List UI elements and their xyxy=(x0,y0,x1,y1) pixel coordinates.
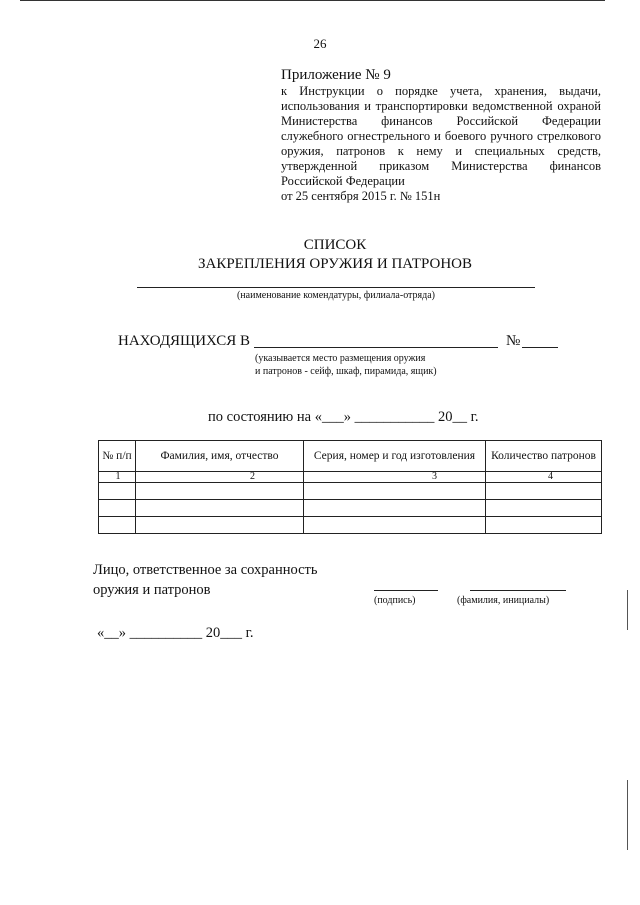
number-fill-line xyxy=(522,347,558,348)
scan-edge-mark xyxy=(627,590,628,630)
column-number-row xyxy=(99,472,602,483)
location-caption-line-1: (указывается место размещения оружия xyxy=(255,353,426,364)
number-sign: № xyxy=(506,333,521,349)
column-number: 1 xyxy=(99,472,136,483)
top-border-line xyxy=(20,0,605,1)
footer-date-line: «__» __________ 20___ г. xyxy=(97,625,254,641)
responsible-line-1: Лицо, ответственное за сохранность xyxy=(93,562,318,578)
title-line-2: ЗАКРЕПЛЕНИЯ ОРУЖИЯ И ПАТРОНОВ xyxy=(197,256,472,272)
weapons-table xyxy=(98,440,602,534)
name-fill-line xyxy=(470,590,566,591)
name-caption: (фамилия, инициалы) xyxy=(457,595,550,606)
table-row xyxy=(99,517,602,534)
title-line-1: СПИСОК xyxy=(303,237,367,253)
document-title xyxy=(0,236,640,274)
location-caption-line-2: и патронов - сейф, шкаф, пирамида, ящик) xyxy=(255,366,437,377)
table-header-row xyxy=(99,441,602,472)
header-cartridges: Количество патронов xyxy=(486,441,602,472)
responsible-line-2: оружия и патронов xyxy=(93,582,211,598)
appendix-title: Приложение № 9 xyxy=(281,67,391,83)
appendix-body: к Инструкции о порядке учета, хранения, выдачи, использования и транспортировки ведомственной охраной Министерства финансов Российской Федерации служебного огнестрельного и боевого ручного стрелкового оружия, патронов к нему и специальных средств, утвержденной приказом Министерства финансов Российской Федерации xyxy=(281,84,601,188)
organization-caption: (наименование комендатуры, филиала-отряда) xyxy=(236,290,436,301)
signature-caption: (подпись) xyxy=(374,595,416,606)
responsible-person-label xyxy=(93,560,318,600)
appendix-date: от 25 сентября 2015 г. № 151н xyxy=(281,189,441,203)
table-row xyxy=(99,500,602,517)
appendix-block xyxy=(281,66,601,204)
header-full-name: Фамилия, имя, отчество xyxy=(136,441,304,472)
organization-fill-line xyxy=(137,287,535,288)
header-number: № п/п xyxy=(99,441,136,472)
column-number: 2 xyxy=(136,472,304,483)
page-number: 26 xyxy=(313,36,327,51)
location-label: НАХОДЯЩИХСЯ В xyxy=(118,333,251,349)
table-row xyxy=(99,483,602,500)
as-of-date-line: по состоянию на «___» ___________ 20__ г. xyxy=(208,409,479,425)
location-fill-line xyxy=(254,347,498,348)
column-number: 4 xyxy=(486,472,602,483)
scan-edge-mark xyxy=(627,780,628,850)
header-serial: Серия, номер и год изготовления xyxy=(304,441,486,472)
location-caption xyxy=(255,352,437,378)
signature-fill-line xyxy=(374,590,438,591)
column-number: 3 xyxy=(304,472,486,483)
